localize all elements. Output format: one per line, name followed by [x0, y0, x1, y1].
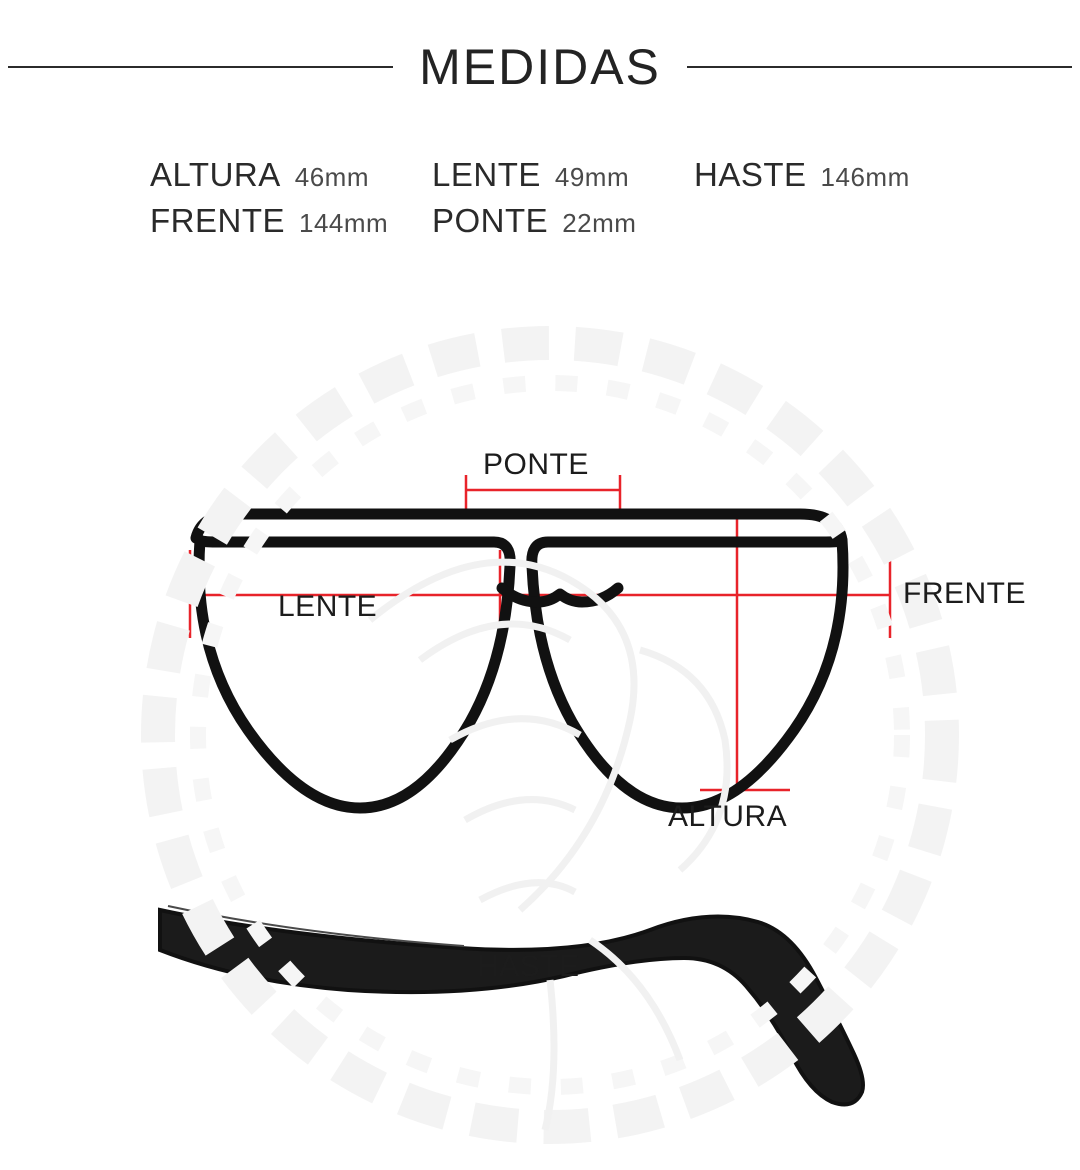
measurement-frente [150, 202, 432, 240]
diagram-label-haste: HASTE [477, 950, 580, 983]
measurement-ponte [432, 202, 694, 240]
measurement-value: 22mm [562, 208, 637, 238]
measurement-value: 46mm [294, 162, 369, 192]
glasses-drawing [0, 300, 1080, 1170]
measurement-label: FRENTE [150, 202, 285, 239]
measurements-row [150, 156, 970, 194]
temple-arm [160, 906, 863, 1104]
diagram-label-ponte: PONTE [483, 448, 589, 481]
measurements-list [150, 156, 970, 248]
diagram-label-altura: ALTURA [668, 800, 788, 833]
measurement-label: HASTE [694, 156, 807, 193]
measurement-altura [150, 156, 432, 194]
page-header [0, 34, 1080, 100]
measurement-lente [432, 156, 694, 194]
header-rule-left [8, 66, 393, 68]
page-title: MEDIDAS [419, 39, 661, 95]
header-rule-right [687, 66, 1072, 68]
measurement-value: 144mm [299, 208, 389, 238]
measurement-label: LENTE [432, 156, 541, 193]
measurement-haste [694, 156, 910, 194]
diagram-label-frente: FRENTE [903, 577, 1026, 610]
measurement-label: PONTE [432, 202, 549, 239]
frame-front [196, 514, 843, 808]
measurement-value: 146mm [820, 162, 910, 192]
measurements-row [150, 202, 970, 240]
glasses-measurement-diagram [0, 300, 1080, 1170]
diagram-label-lente: LENTE [278, 590, 378, 623]
measurement-label: ALTURA [150, 156, 281, 193]
measurement-value: 49mm [554, 162, 630, 192]
